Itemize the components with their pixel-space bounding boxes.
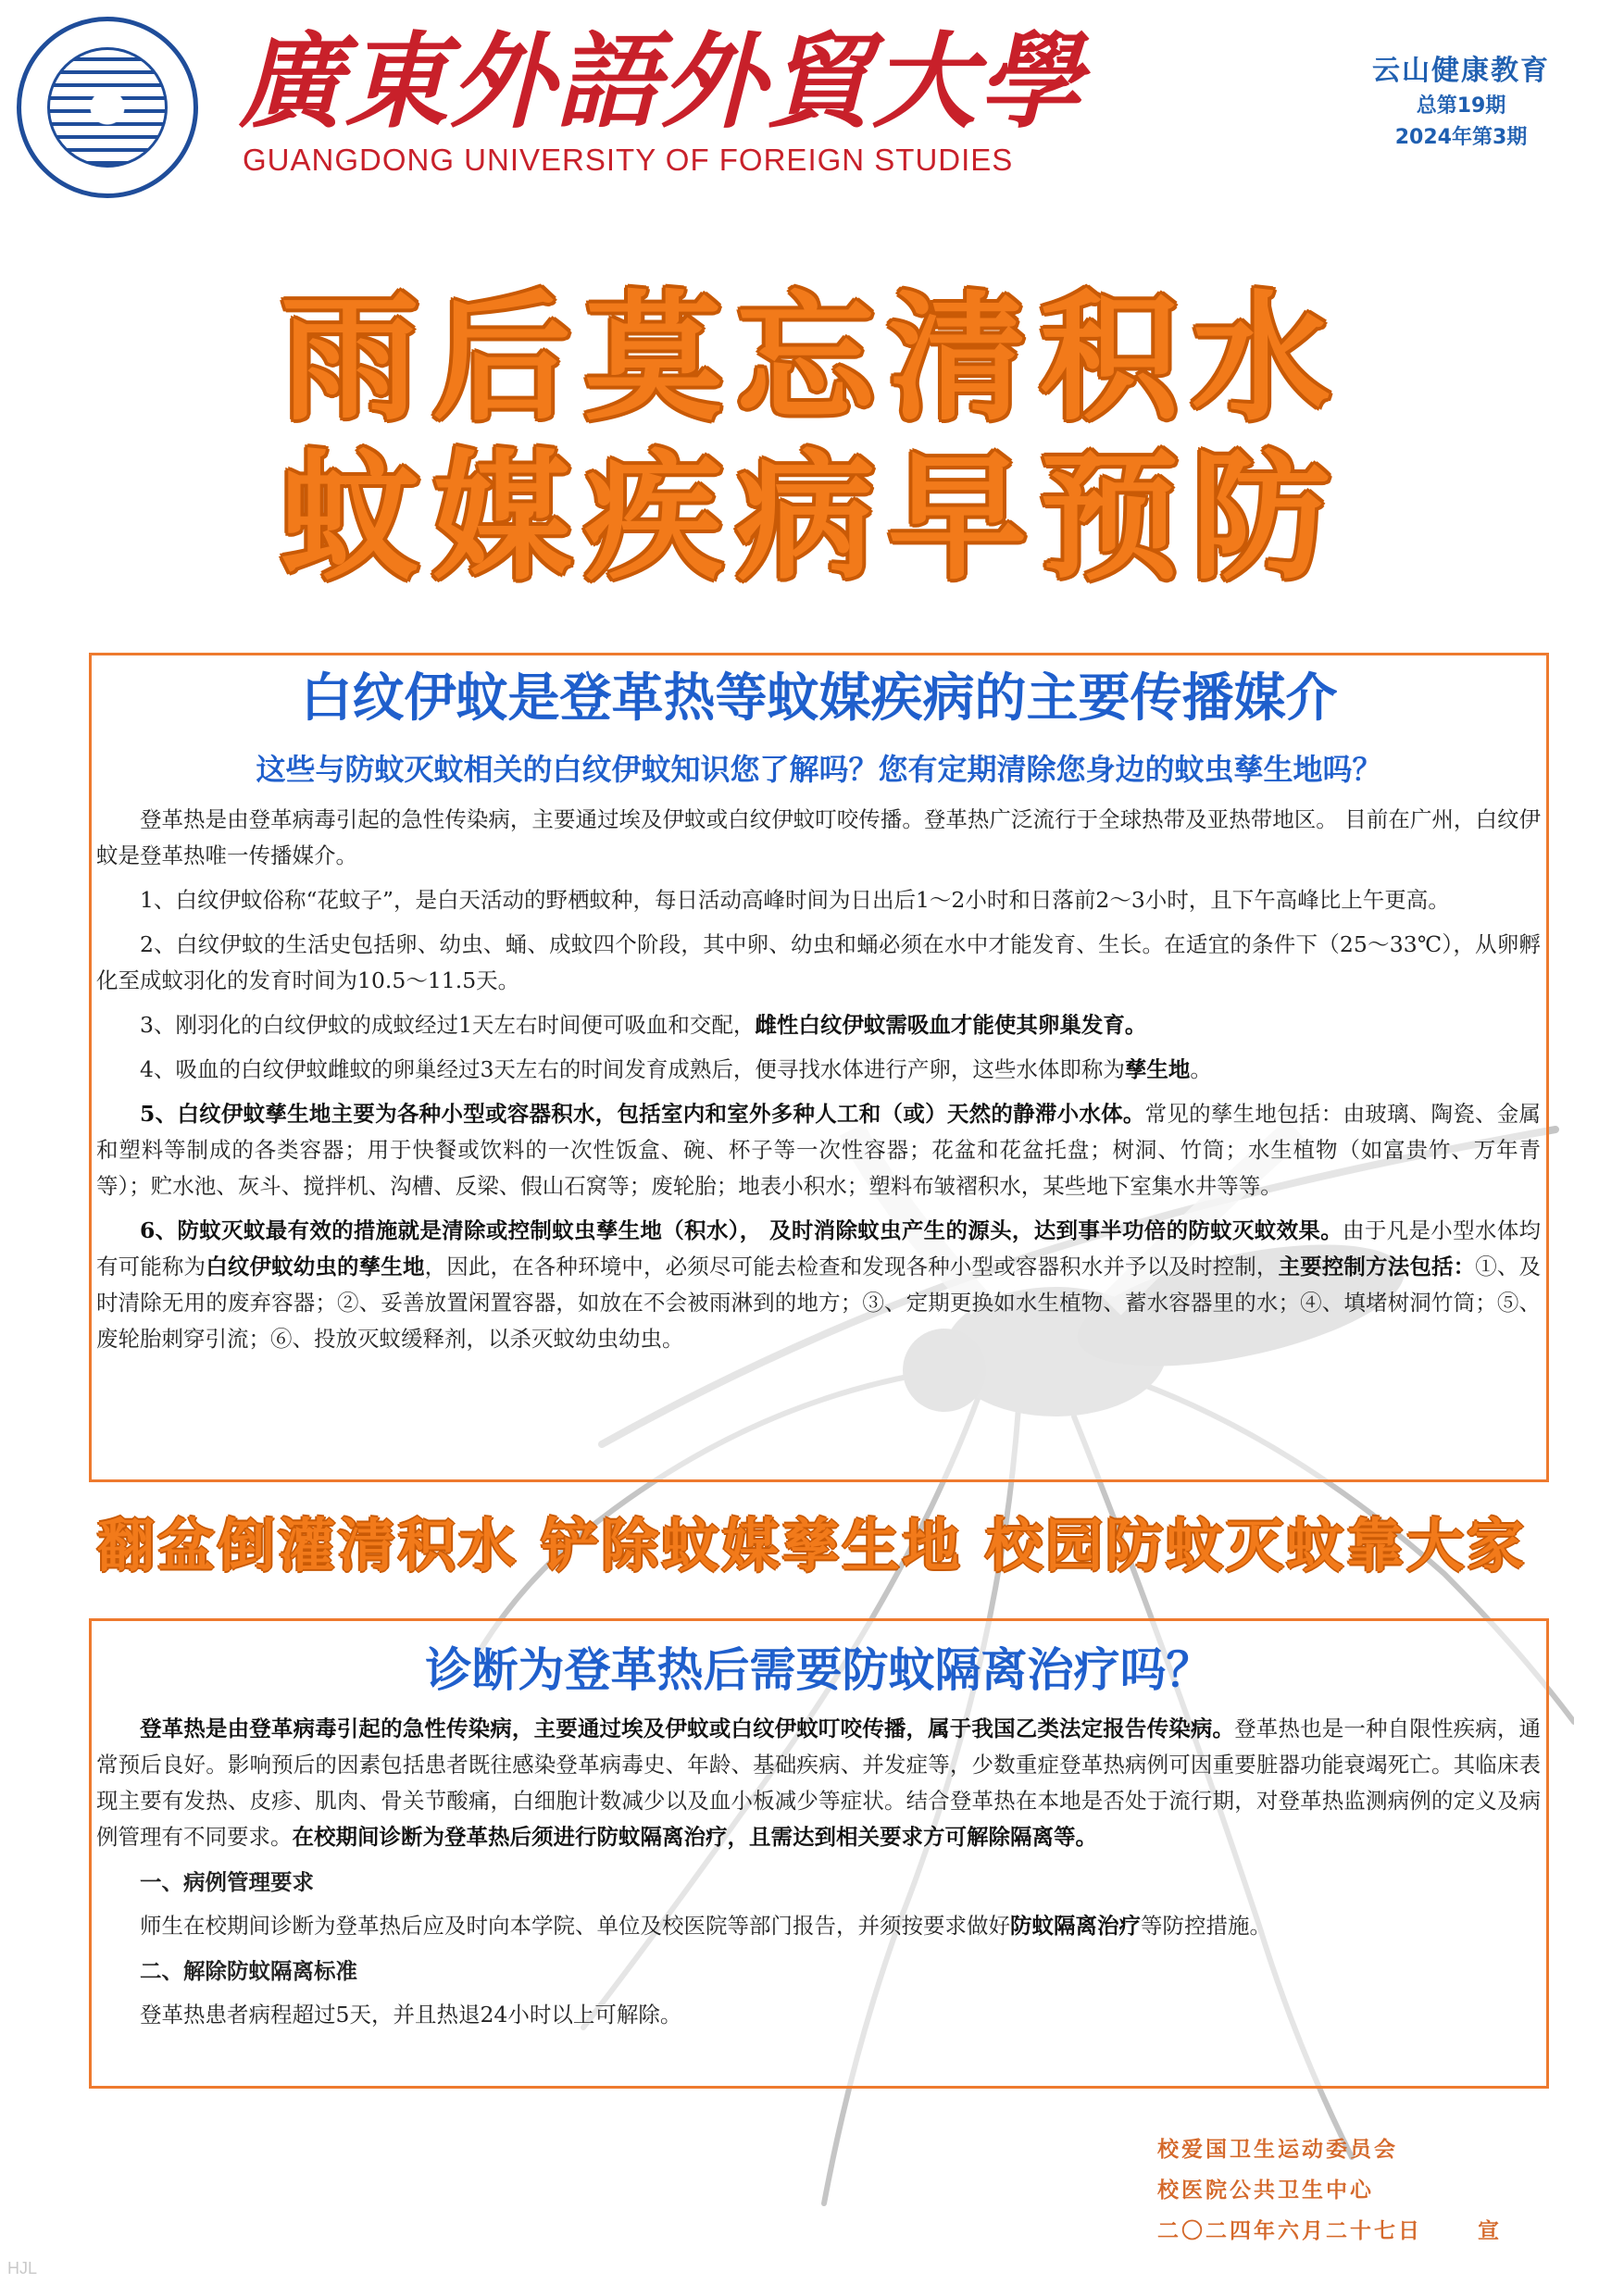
emphasis: 防蚊隔离治疗 [1010, 1913, 1141, 1939]
university-name-en: GUANGDONG UNIVERSITY OF FOREIGN STUDIES [243, 143, 1014, 177]
section1-heading: 白纹伊蚊是登革热等蚊媒疾病的主要传播媒介 [300, 668, 1338, 729]
paragraph [96, 1007, 1541, 1043]
section2-body [96, 1711, 1541, 2040]
emphasis: 5、白纹伊蚊孳生地主要为各种小型或容器积水，包括室内和室外多种人工和（或）天然的静滞小水体。 [140, 1101, 1145, 1127]
university-name-cn: 廣東外語外貿大學 [239, 21, 1083, 143]
emphasis: 6、防蚊灭蚊最有效的措施就是清除或控制蚊虫孳生地（积水）， 及时消除蚊虫产生的源头，达到事半功倍的防蚊灭蚊效果。 [140, 1217, 1343, 1243]
text: 常见的孳生地包括：由玻璃、陶瓷、金属和塑料等制成的各类容器；用于快餐或饮料的一次性饭盒、碗、杯子等一次性容器；花盆和花盆托盘；树洞、竹筒；水生植物（如富贵竹、万年青等）；贮水池、灰斗、搅拌机、沟槽、反梁、假山石窝等；废轮胎；地表小积水；塑料布皱褶积水，某些地下室集水井等等。 [96, 1101, 1541, 1199]
text: 等防控措施。 [1141, 1913, 1271, 1939]
slogan: 翻盆倒灌清积水 铲除蚊媒孳生地 校园防蚊灭蚊靠大家 [96, 1512, 1528, 1579]
footer-org2: 校医院公共卫生中心 [1157, 2177, 1374, 2202]
issue-total: 总第19期 [1416, 94, 1506, 118]
text: ①、及时清除无用的废弃容器；②、妥善放置闲置容器，如放在不会被雨淋到的地方；③、定期更换如水生植物、蓄水容器里的水；④、填堵树洞竹筒；⑤、废轮胎刺穿引流；⑥、投放灭蚊缓释剂，以杀灭蚊幼虫幼虫。 [96, 1254, 1542, 1352]
section2-heading: 诊断为登革热后需要防蚊隔离治疗吗？ [425, 1643, 1213, 1697]
text: 。 [1190, 1056, 1212, 1082]
text: 3、刚羽化的白纹伊蚊的成蚊经过1天左右时间便可吸血和交配， [140, 1012, 756, 1038]
corner-watermark: HJL [7, 2259, 38, 2277]
text: 4、吸血的白纹伊蚊雌蚊的卵巢经过3天左右的时间发育成熟后，便寻找水体进行产卵，这些水体即称为 [140, 1056, 1125, 1082]
column-title: 云山健康教育 [1372, 55, 1550, 87]
emphasis: 孳生地 [1124, 1056, 1191, 1082]
paragraph: 登革热是由登革病毒引起的急性传染病，主要通过埃及伊蚊或白纹伊蚊叮咬传播。登革热广泛流行于全球热带及亚热带地区。 目前在广州，白纹伊蚊是登革热唯一传播媒介。 [96, 806, 1541, 868]
paragraph: 1、白纹伊蚊俗称“花蚊子”，是白天活动的野栖蚊种，每日活动高峰时间为日出后1～2小时和日落前2～3小时，且下午高峰比上午更高。 [140, 887, 1450, 913]
footer-suffix: 宣 [1478, 2218, 1502, 2243]
emphasis: 在校期间诊断为登革热后须进行防蚊隔离治疗，且需达到相关要求方可解除隔离等。 [292, 1824, 1097, 1850]
footer-org1: 校爱国卫生运动委员会 [1157, 2137, 1398, 2162]
paragraph [96, 1052, 1541, 1088]
text: 登革热也是一种自限性疾病，通常预后良好。影响预后的因素包括患者既往感染登革病毒史、年龄、基础疾病、并发症等，少数重症登革热病例可因重要脏器功能衰竭死亡。其临床表现主要有发热、皮疹、肌肉、骨关节酸痛，白细胞计数减少以及血小板减少等症状。结合登革热在本地是否处于流行期，对登革热监测病例的定义及病例管理有不同要求。 [96, 1716, 1542, 1850]
university-seal-icon [17, 17, 198, 198]
text: 由于凡是小型水体均有可能称为 [96, 1217, 1542, 1279]
issue-year: 2024年第3期 [1394, 126, 1528, 149]
main-title-line1: 雨后莫忘清积水 [280, 279, 1343, 440]
main-title-line2: 蚊媒疾病早预防 [280, 438, 1343, 599]
globe-icon [47, 47, 168, 168]
section1-body [96, 802, 1541, 1366]
text: ，因此，在各种环境中，必须尽可能去检查和发现各种小型或容器积水并予以及时控制， [424, 1254, 1279, 1279]
paragraph [96, 1711, 1541, 1855]
footer-date: 二〇二四年六月二十七日 [1157, 2218, 1422, 2243]
paragraph [96, 1908, 1541, 1944]
emphasis: 登革热是由登革病毒引起的急性传染病，主要通过埃及伊蚊或白纹伊蚊叮咬传播，属于我国乙类法定报告传染病。 [140, 1716, 1235, 1741]
issue-info [1341, 52, 1581, 154]
paragraph [96, 1213, 1541, 1357]
footer-date-line [1157, 2211, 1583, 2252]
paragraph: 登革热患者病程超过5天，并且热退24小时以上可解除。 [140, 2002, 682, 2028]
paragraph [96, 1096, 1541, 1204]
subsection-title: 一、病例管理要求 [140, 1869, 314, 1895]
emphasis: 白纹伊蚊幼虫的孳生地 [206, 1254, 425, 1279]
footer-signature [1157, 2129, 1583, 2252]
paragraph: 2、白纹伊蚊的生活史包括卵、幼虫、蛹、成蚊四个阶段，其中卵、幼虫和蛹必须在水中才能发育、生长。在适宜的条件下（25～33℃），从卵孵化至成蚊羽化的发育时间为10.5～11.5天。 [96, 931, 1541, 993]
subsection-title: 二、解除防蚊隔离标准 [140, 1958, 357, 1984]
text: 师生在校期间诊断为登革热后应及时向本学院、单位及校医院等部门报告，并须按要求做好 [140, 1913, 1010, 1939]
emphasis: 主要控制方法包括： [1278, 1254, 1476, 1279]
emphasis: 雌性白纹伊蚊需吸血才能使其卵巢发育。 [755, 1012, 1147, 1038]
section1-subheading: 这些与防蚊灭蚊相关的白纹伊蚊知识您了解吗？您有定期清除您身边的蚊虫孳生地吗？ [256, 752, 1382, 787]
